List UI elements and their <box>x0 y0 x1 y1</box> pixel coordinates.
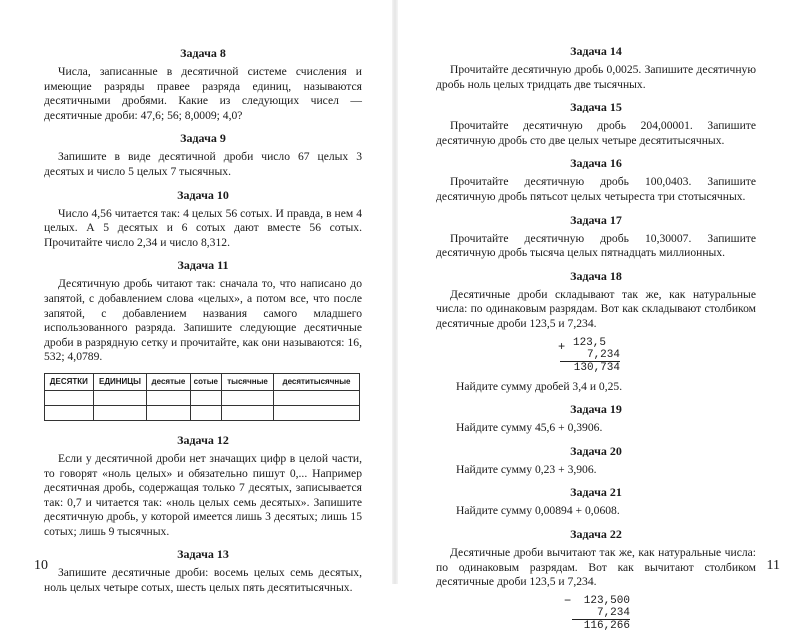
header-cell: сотые <box>190 373 222 390</box>
task-21 <box>436 485 756 519</box>
task-12 <box>44 433 362 540</box>
table-row <box>45 390 360 405</box>
table-cell <box>93 390 147 405</box>
task-20 <box>436 444 756 478</box>
task-15 <box>436 100 756 148</box>
task-22 <box>436 527 756 632</box>
task-title: Задача 15 <box>570 100 622 115</box>
table-cell <box>147 405 190 420</box>
page-number: 11 <box>766 558 780 573</box>
task-10 <box>44 188 362 251</box>
task-17 <box>436 213 756 261</box>
task-text: Найдите сумму 0,23 + 3,906. <box>456 462 597 476</box>
calc-operand: 7,234 <box>596 606 630 619</box>
task-18 <box>436 269 756 394</box>
task-title: Задача 13 <box>177 547 229 562</box>
task-title: Задача 18 <box>570 268 622 283</box>
task-text: Прочитайте десятичную дробь 204,00001. Запишите десятичную дробь сто две целых четыре десятитысячных. <box>436 119 756 147</box>
task-title: Задача 9 <box>180 131 226 146</box>
task-text: Найдите сумму 45,6 + 0,3906. <box>456 421 603 435</box>
table-cell <box>273 390 359 405</box>
task-text: Десятичную дробь читают так: сначала то, что написано до запятой, с добавлением слова «целых», а потом все, что после запятой, с добавлением названия самого младшего использованного разряда. Запишите следующие десятичные дроби в разрядную сетку и прочитайте, как они называются: 16, 532; 4,0789. <box>44 277 362 364</box>
task-text: Запишите в виде десятичной дроби число 67 целых 3 десятых и число 5 целых 7 тысячных. <box>44 150 362 178</box>
task-16 <box>436 156 756 204</box>
task-text: Найдите сумму 0,00894 + 0,0608. <box>456 504 620 518</box>
table-cell <box>222 405 274 420</box>
task-11 <box>44 258 362 421</box>
task-19 <box>436 402 756 436</box>
table-cell <box>190 405 222 420</box>
header-cell: ЕДИНИЦЫ <box>93 373 147 390</box>
table-cell <box>45 390 94 405</box>
table-row <box>45 405 360 420</box>
subtraction-column-calc <box>564 593 630 632</box>
task-question: Найдите сумму дробей 3,4 и 0,25. <box>456 379 623 393</box>
addition-column-calc <box>560 337 620 374</box>
task-text: Десятичные дроби складывают так же, как натуральные числа: по одинаковым разрядам. Вот как складывают столбиком десятичные дроби 123,5 и 7,234. <box>436 287 756 330</box>
calc-operand: 123,5 <box>572 336 606 349</box>
header-cell: тысячные <box>222 373 274 390</box>
right-column <box>436 44 756 638</box>
task-text: Числа, записанные в десятичной системе счисления и имеющие разряды правее разряда единиц, называются десятичными дробями. Какие из следующих чисел — десятичные дроби: 47,6; 56; 8,0009; 4,0? <box>44 65 362 122</box>
right-page <box>398 0 800 632</box>
task-text: Прочитайте десятичную дробь 0,0025. Запишите десятичную дробь ноль целых тридцать две тысячных. <box>436 63 756 91</box>
left-column <box>44 46 362 604</box>
task-text: Запишите десятичные дроби: восемь целых семь десятых, ноль целых четыре сотых, шесть целых пять десятитысячных. <box>44 566 362 595</box>
calc-result: 130,734 <box>560 361 620 374</box>
plus-sign: + <box>558 339 566 354</box>
task-text: Число 4,56 читается так: 4 целых 56 сотых. И правда, в нем 4 целых. А 5 десятых и 6 сотых дают вместе 56 сотых. Прочитайте число 2,34 и число 8,312. <box>44 206 362 249</box>
table-cell <box>190 390 222 405</box>
task-title: Задача 21 <box>570 485 622 500</box>
task-text: Прочитайте десятичную дробь 100,0403. Запишите десятичную дробь пятьсот целых четыреста три стотысячных. <box>436 175 756 203</box>
calc-result: 116,266 <box>572 619 630 632</box>
task-text: Прочитайте десятичную дробь 10,30007. Запишите десятичную дробь тысяча целых пятнадцать миллионных. <box>436 231 756 260</box>
task-9 <box>44 131 362 179</box>
task-title: Задача 16 <box>570 156 622 171</box>
header-cell: десятые <box>147 373 190 390</box>
task-title: Задача 11 <box>177 258 229 273</box>
left-page <box>0 0 392 595</box>
task-title: Задача 14 <box>570 44 622 58</box>
table-cell <box>93 405 147 420</box>
task-8 <box>44 46 362 123</box>
task-13 <box>44 547 362 595</box>
task-title: Задача 20 <box>570 443 622 458</box>
table-cell <box>273 405 359 420</box>
table-cell <box>147 390 190 405</box>
calc-operand: 123,500 <box>583 594 630 607</box>
task-title: Задача 10 <box>177 187 229 202</box>
page-number: 10 <box>34 558 48 573</box>
task-title: Задача 17 <box>570 212 622 227</box>
task-title: Задача 22 <box>570 526 622 541</box>
header-cell: ДЕСЯТКИ <box>45 373 94 390</box>
task-14 <box>436 44 756 92</box>
minus-sign: − <box>564 593 572 608</box>
task-title: Задача 12 <box>177 432 229 447</box>
header-cell: десятитысячные <box>273 373 359 390</box>
table-header-row <box>45 373 360 390</box>
table-cell <box>45 405 94 420</box>
task-title: Задача 19 <box>570 402 622 417</box>
task-text: Если у десятичной дроби нет значащих цифр в целой части, то говорят «ноль целых» и обязательно пишут 0,... Например десятичная дробь, содержащая только 7 десятых, записывается так: 0,7 и читается так: «ноль целых семь десятых». Запишите десятичную дробь, у которой имеется лишь 3 десятых; лишь 15 сотых; лишь 9 тысячных. <box>44 451 362 538</box>
digit-grid-table <box>44 373 360 421</box>
table-cell <box>222 390 274 405</box>
calc-operand: 7,234 <box>586 348 620 361</box>
task-title: Задача 8 <box>180 46 226 60</box>
task-text: Десятичные дроби вычитают так же, как натуральные числа: по одинаковым разрядам. Вот как вычитают столбиком десятичные дроби 123,5 и 7,234. <box>436 545 756 589</box>
